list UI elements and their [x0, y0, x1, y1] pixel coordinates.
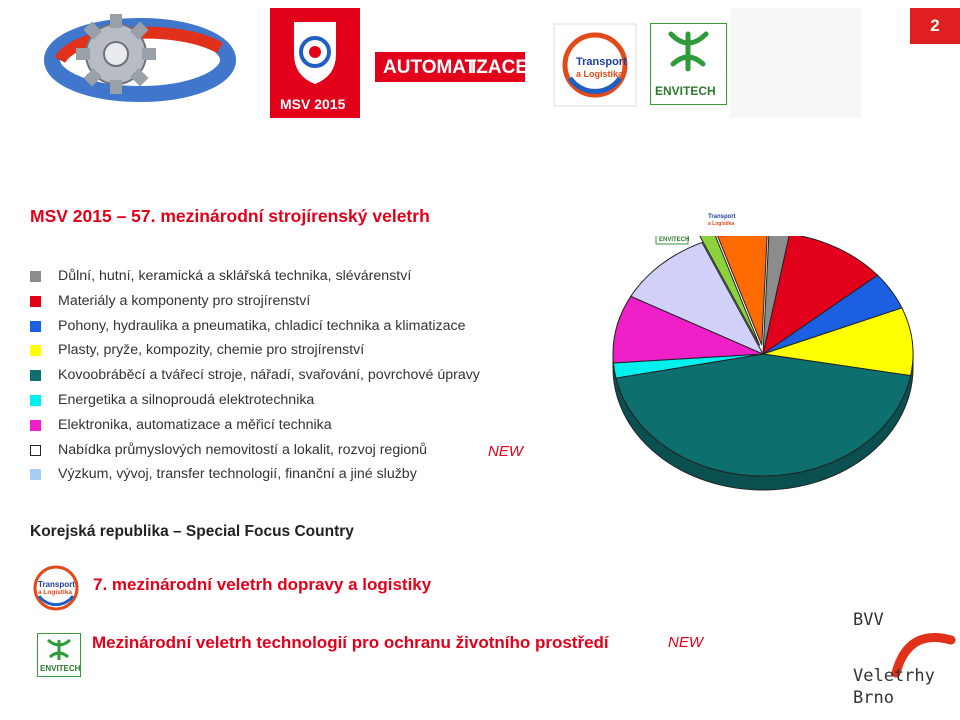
legend-item — [30, 415, 480, 440]
header-banner — [30, 8, 861, 118]
legend-label: Nabídka průmyslových nemovitostí a lokalit, rozvoj regionů — [58, 441, 428, 458]
legend-label: Pohony, hydraulika a pneumatika, chladicí technika a klimatizace — [58, 317, 466, 334]
legend-swatch — [30, 395, 41, 406]
legend-item — [30, 440, 480, 465]
new-badge-real-estate: NEW — [488, 443, 523, 460]
pie-slices — [613, 236, 913, 490]
legend-swatch — [30, 420, 41, 431]
focus-country: Korejská republika – Special Focus Country — [30, 523, 354, 540]
msv-2015-badge — [270, 8, 360, 118]
new-badge-envitech: NEW — [668, 634, 703, 651]
automatizace-logo: AUTOMAT IZACE — [375, 8, 525, 118]
envitech-title: Mezinárodní veletrh technologií pro ochranu životního prostředí — [92, 633, 609, 652]
legend-item — [30, 266, 480, 291]
legend-item — [30, 316, 480, 341]
legend-item — [30, 291, 480, 316]
legend-label: Výzkum, vývoj, transfer technologií, finanční a jiné služby — [58, 466, 417, 483]
envitech-logo: ENVITECH — [650, 8, 725, 118]
legend-item — [30, 340, 480, 365]
legend-swatch — [30, 370, 41, 381]
legend-swatch — [30, 271, 41, 282]
banner-tail — [730, 8, 861, 118]
legend-label: Materiály a komponenty pro strojírenství — [58, 292, 311, 309]
tal-logo: Transport a Logistika — [32, 563, 80, 613]
legend-swatch — [30, 296, 41, 307]
legend-label: Kovoobráběcí a tvářecí stroje, nářadí, svařování, povrchové úpravy — [58, 367, 480, 384]
legend-label: Důlní, hutní, keramická a sklářská technika, slévárenství — [58, 268, 412, 284]
legend-label: Elektronika, automatizace a měřicí technika — [58, 416, 332, 433]
legend-swatch — [30, 321, 41, 332]
legend-item — [30, 390, 480, 415]
msv-gear-logo — [30, 8, 240, 118]
page-title: MSV 2015 – 57. mezinárodní strojírenský veletrh — [30, 206, 430, 226]
page-number: 2 — [910, 8, 960, 44]
tal-title: 7. mezinárodní veletrh dopravy a logistiky — [93, 575, 432, 594]
legend-swatch — [30, 469, 41, 480]
msv-2015-label: MSV 2015 — [280, 96, 346, 112]
legend-item — [30, 464, 480, 489]
bvv-logo: BVV Veletrhy Brno — [846, 596, 956, 716]
pie-slice-teal — [616, 354, 911, 476]
legend-swatch — [30, 345, 41, 356]
legend-label: Energetika a silnoproudá elektrotechnika — [58, 391, 315, 408]
envitech-small-logo: ENVITECH — [37, 633, 81, 677]
legend-label: Plasty, pryže, kompozity, chemie pro strojírenství — [58, 342, 365, 359]
transport-logistika-logo: Transport a Logistika — [550, 8, 640, 118]
exhibition-fields-legend — [30, 266, 480, 489]
legend-item — [30, 365, 480, 390]
legend-swatch — [30, 445, 41, 456]
exhibition-fields-pie: ENVITECH Transport a Logistika — [598, 236, 928, 521]
